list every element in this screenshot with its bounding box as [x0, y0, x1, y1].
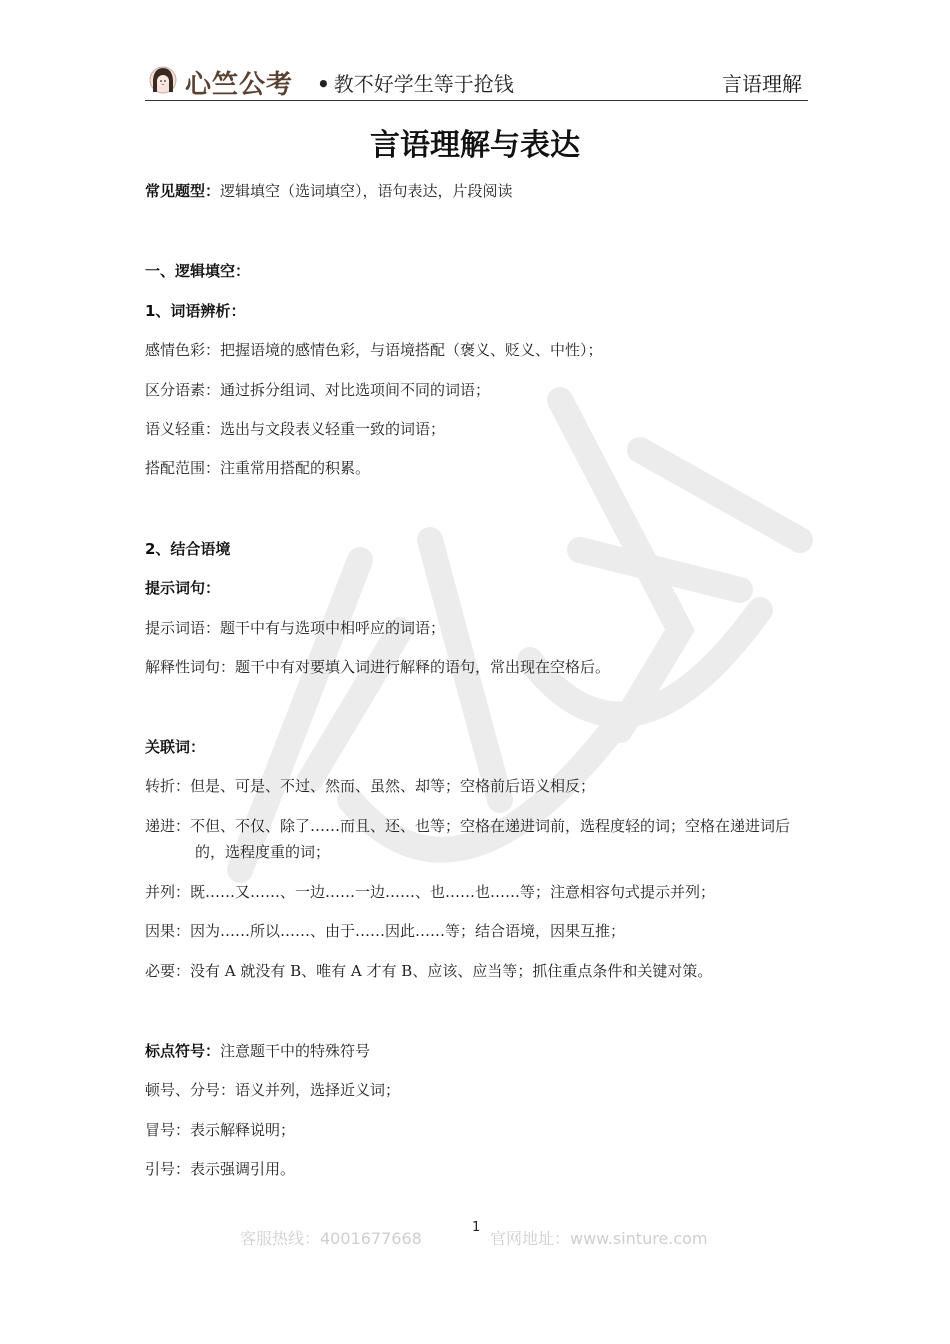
- list-item: [145, 813, 810, 865]
- conjunction-heading: 关联词：: [145, 738, 206, 756]
- list-item: 区分语素：通过拆分组词、对比选项间不同的词语；: [145, 381, 491, 399]
- page-number: 1: [472, 1220, 481, 1235]
- page-title: 言语理解与表达: [370, 128, 580, 163]
- list-item: 冒号：表示解释说明；: [145, 1121, 296, 1139]
- common-types-label: 常见题型：: [145, 182, 221, 200]
- hint-heading: 提示词句：: [145, 579, 221, 597]
- list-item: 并列：既……又……、一边……一边……、也……也……等；注意相容句式提示并列；: [145, 883, 716, 901]
- common-types-text: 逻辑填空（选词填空），语句表达，片段阅读: [220, 182, 513, 200]
- header-section-name: 言语理解: [722, 72, 802, 96]
- page-header: [145, 62, 808, 101]
- brand-slogan: • 教不好学生等于抢钱: [317, 72, 514, 96]
- list-item: 解释性词句：题干中有对要填入词进行解释的语句，常出现在空格后。: [145, 658, 611, 676]
- list-item: 感情色彩：把握语境的感情色彩，与语境搭配（褒义、贬义、中性）；: [145, 341, 603, 359]
- subsection-heading-word-analysis: 1、词语辨析：: [145, 302, 246, 320]
- list-item: 提示词语：题干中有与选项中相呼应的词语；: [145, 619, 446, 637]
- list-item: 引号：表示强调引用。: [145, 1160, 296, 1178]
- list-item-text: 递进：不但、不仅、除了……而且、还、也等；空格在递进词前，选程度轻的词；空格在递进词后的，选程度重的词；: [145, 817, 791, 861]
- punctuation-text: 注意题干中的特殊符号: [220, 1042, 371, 1060]
- list-item: 顿号、分号：语义并列，选择近义词；: [145, 1081, 401, 1099]
- slogan-text: 教不好学生等于抢钱: [333, 72, 514, 96]
- section-heading-logic-fill: 一、逻辑填空：: [145, 262, 251, 280]
- punctuation-label: 标点符号：: [145, 1042, 221, 1060]
- list-item: 搭配范围：注重常用搭配的积累。: [145, 459, 371, 477]
- common-types-line: [145, 178, 513, 204]
- list-item: 转折：但是、可是、不过、然而、虽然、却等；空格前后语义相反；: [145, 777, 596, 795]
- list-item: 因果：因为……所以……、由于……因此……等；结合语境，因果互推；: [145, 922, 626, 940]
- footer-website: 官网地址：www.sinture.com: [490, 1229, 708, 1248]
- list-item: 必要：没有 A 就没有 B、唯有 A 才有 B、应该、应当等；抓住重点条件和关键对策。: [145, 962, 713, 980]
- subsection-heading-context: 2、结合语境: [145, 540, 231, 558]
- brand-name: 心竺公考: [185, 70, 294, 100]
- footer-hotline: 客服热线：4001677668: [240, 1229, 422, 1248]
- list-item: 语义轻重：选出与文段表义轻重一致的词语；: [145, 420, 446, 438]
- punctuation-line: [145, 1038, 370, 1064]
- avatar-logo-icon: [149, 64, 177, 96]
